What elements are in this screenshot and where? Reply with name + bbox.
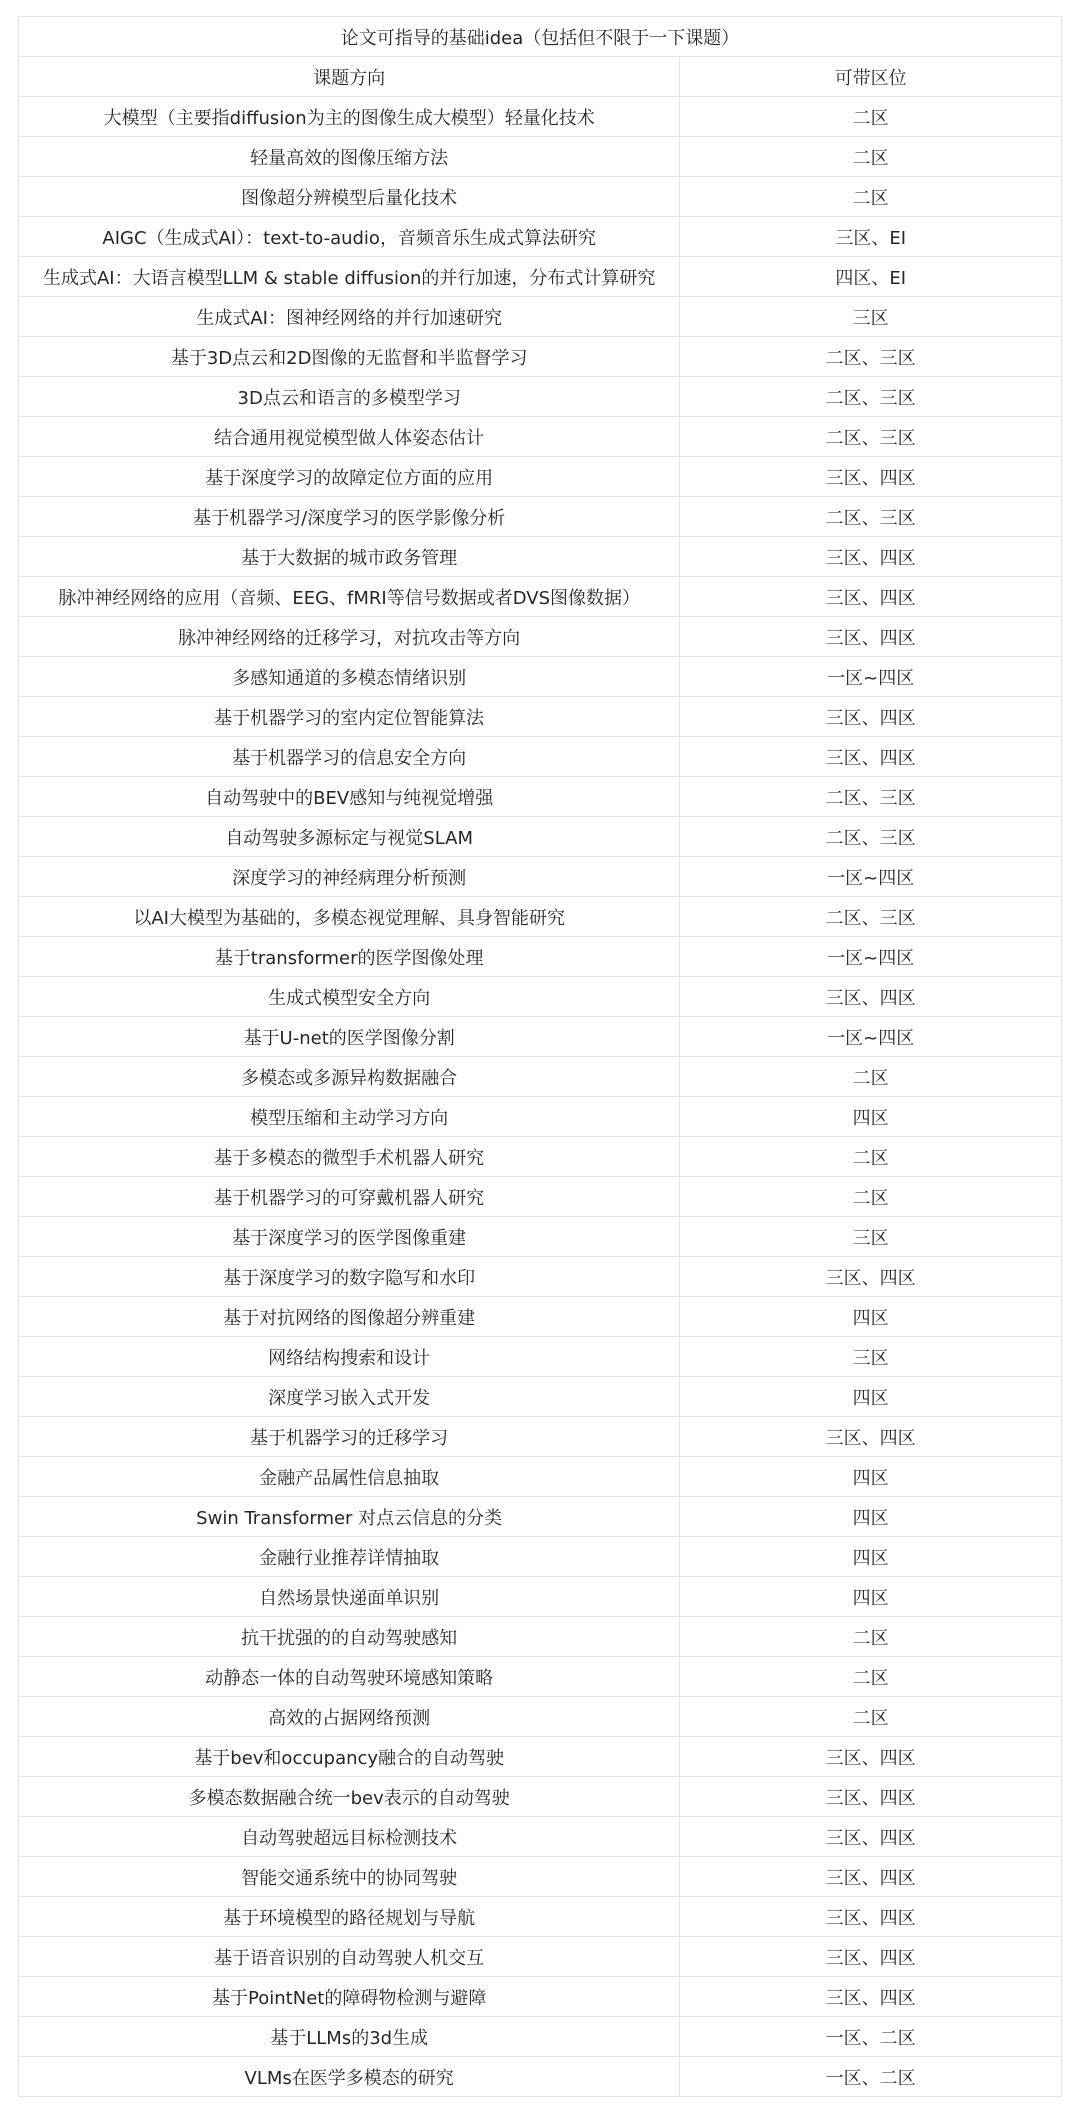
table-row: [19, 1857, 1062, 1897]
topic-cell: 基于环境模型的路径规划与导航: [19, 1897, 680, 1937]
topic-cell: 3D点云和语言的多模型学习: [19, 377, 680, 417]
table-row: [19, 1697, 1062, 1737]
zone-cell: 三区、四区: [680, 457, 1062, 497]
zone-cell: 二区、三区: [680, 417, 1062, 457]
zone-cell: 三区、四区: [680, 577, 1062, 617]
zone-cell: 三区、四区: [680, 617, 1062, 657]
topic-cell: 高效的占据网络预测: [19, 1697, 680, 1737]
table-row: [19, 697, 1062, 737]
table-row: [19, 1417, 1062, 1457]
table-row: [19, 177, 1062, 217]
zone-cell: 三区: [680, 1337, 1062, 1377]
topic-cell: 网络结构搜索和设计: [19, 1337, 680, 1377]
topic-cell: 自动驾驶多源标定与视觉SLAM: [19, 817, 680, 857]
topic-cell: 大模型（主要指diffusion为主的图像生成大模型）轻量化技术: [19, 97, 680, 137]
zone-cell: 四区、EI: [680, 257, 1062, 297]
table-row: [19, 97, 1062, 137]
table-row: [19, 1617, 1062, 1657]
topic-cell: 金融产品属性信息抽取: [19, 1457, 680, 1497]
topic-cell: AIGC（生成式AI）：text-to-audio，音频音乐生成式算法研究: [19, 217, 680, 257]
table-row: [19, 1457, 1062, 1497]
zone-cell: 二区: [680, 177, 1062, 217]
zone-cell: 三区、EI: [680, 217, 1062, 257]
zone-cell: 二区: [680, 1057, 1062, 1097]
topic-cell: 基于机器学习的可穿戴机器人研究: [19, 1177, 680, 1217]
topic-cell: 基于深度学习的医学图像重建: [19, 1217, 680, 1257]
table-row: [19, 1537, 1062, 1577]
table-row: [19, 577, 1062, 617]
topic-cell: 模型压缩和主动学习方向: [19, 1097, 680, 1137]
table-row: [19, 1337, 1062, 1377]
table-row: [19, 337, 1062, 377]
topic-cell: 基于大数据的城市政务管理: [19, 537, 680, 577]
table-row: [19, 1217, 1062, 1257]
topic-cell: 基于语音识别的自动驾驶人机交互: [19, 1937, 680, 1977]
table-row: [19, 537, 1062, 577]
topic-cell: 基于机器学习的迁移学习: [19, 1417, 680, 1457]
topic-cell: 智能交通系统中的协同驾驶: [19, 1857, 680, 1897]
zone-cell: 三区、四区: [680, 737, 1062, 777]
zone-cell: 二区: [680, 1617, 1062, 1657]
table-row: [19, 297, 1062, 337]
zone-cell: 一区、二区: [680, 2057, 1062, 2097]
topic-cell: 脉冲神经网络的应用（音频、EEG、fMRI等信号数据或者DVS图像数据）: [19, 577, 680, 617]
zone-cell: 二区、三区: [680, 497, 1062, 537]
topic-cell: 深度学习嵌入式开发: [19, 1377, 680, 1417]
topic-cell: 基于LLMs的3d生成: [19, 2017, 680, 2057]
table-row: [19, 1297, 1062, 1337]
zone-cell: 三区、四区: [680, 1257, 1062, 1297]
topic-cell: 抗干扰强的的自动驾驶感知: [19, 1617, 680, 1657]
zone-cell: 二区、三区: [680, 897, 1062, 937]
zone-cell: 二区: [680, 1137, 1062, 1177]
table-body: [19, 97, 1062, 2097]
table-row: [19, 817, 1062, 857]
topic-cell: 多感知通道的多模态情绪识别: [19, 657, 680, 697]
topic-cell: 自动驾驶超远目标检测技术: [19, 1817, 680, 1857]
topic-cell: 基于深度学习的数字隐写和水印: [19, 1257, 680, 1297]
table-row: [19, 897, 1062, 937]
topic-cell: 基于3D点云和2D图像的无监督和半监督学习: [19, 337, 680, 377]
zone-cell: 一区~四区: [680, 1017, 1062, 1057]
table-row: [19, 1377, 1062, 1417]
zone-cell: 二区: [680, 137, 1062, 177]
topic-cell: 图像超分辨模型后量化技术: [19, 177, 680, 217]
zone-cell: 三区、四区: [680, 977, 1062, 1017]
table-title: 论文可指导的基础idea（包括但不限于一下课题）: [19, 17, 1062, 57]
zone-cell: 四区: [680, 1457, 1062, 1497]
zone-cell: 二区、三区: [680, 377, 1062, 417]
zone-cell: 二区、三区: [680, 817, 1062, 857]
header-topic: 课题方向: [19, 57, 680, 97]
zone-cell: 二区: [680, 1657, 1062, 1697]
zone-cell: 四区: [680, 1297, 1062, 1337]
topic-cell: 基于对抗网络的图像超分辨重建: [19, 1297, 680, 1337]
zone-cell: 三区、四区: [680, 1737, 1062, 1777]
table-row: [19, 1137, 1062, 1177]
zone-cell: 三区、四区: [680, 1937, 1062, 1977]
table-header-row: [19, 57, 1062, 97]
zone-cell: 二区、三区: [680, 777, 1062, 817]
table-row: [19, 417, 1062, 457]
table-row: [19, 457, 1062, 497]
zone-cell: 三区、四区: [680, 1417, 1062, 1457]
topic-cell: 基于深度学习的故障定位方面的应用: [19, 457, 680, 497]
topic-cell: 动静态一体的自动驾驶环境感知策略: [19, 1657, 680, 1697]
zone-cell: 一区~四区: [680, 937, 1062, 977]
table-row: [19, 137, 1062, 177]
table-row: [19, 777, 1062, 817]
topic-cell: 生成式AI：图神经网络的并行加速研究: [19, 297, 680, 337]
table-row: [19, 657, 1062, 697]
table-row: [19, 977, 1062, 1017]
zone-cell: 二区: [680, 97, 1062, 137]
table-row: [19, 1177, 1062, 1217]
zone-cell: 三区、四区: [680, 537, 1062, 577]
topic-cell: 金融行业推荐详情抽取: [19, 1537, 680, 1577]
table-row: [19, 1257, 1062, 1297]
topic-cell: 生成式模型安全方向: [19, 977, 680, 1017]
table-row: [19, 1577, 1062, 1617]
table-row: [19, 377, 1062, 417]
zone-cell: 三区、四区: [680, 1897, 1062, 1937]
topic-cell: 生成式AI：大语言模型LLM & stable diffusion的并行加速，分布式计算研究: [19, 257, 680, 297]
table-row: [19, 1057, 1062, 1097]
zone-cell: 三区: [680, 1217, 1062, 1257]
topic-cell: 脉冲神经网络的迁移学习，对抗攻击等方向: [19, 617, 680, 657]
zone-cell: 三区、四区: [680, 1977, 1062, 2017]
table-row: [19, 1897, 1062, 1937]
table-row: [19, 737, 1062, 777]
zone-cell: 二区: [680, 1697, 1062, 1737]
zone-cell: 三区、四区: [680, 697, 1062, 737]
table-row: [19, 2017, 1062, 2057]
topic-cell: 基于transformer的医学图像处理: [19, 937, 680, 977]
table-row: [19, 617, 1062, 657]
topic-cell: Swin Transformer 对点云信息的分类: [19, 1497, 680, 1537]
topic-cell: 多模态或多源异构数据融合: [19, 1057, 680, 1097]
topic-cell: 基于PointNet的障碍物检测与避障: [19, 1977, 680, 2017]
topic-cell: 结合通用视觉模型做人体姿态估计: [19, 417, 680, 457]
zone-cell: 三区、四区: [680, 1857, 1062, 1897]
zone-cell: 一区~四区: [680, 857, 1062, 897]
topic-cell: 自然场景快递面单识别: [19, 1577, 680, 1617]
zone-cell: 四区: [680, 1537, 1062, 1577]
header-zone: 可带区位: [680, 57, 1062, 97]
zone-cell: 三区、四区: [680, 1777, 1062, 1817]
zone-cell: 四区: [680, 1377, 1062, 1417]
topic-cell: 基于bev和occupancy融合的自动驾驶: [19, 1737, 680, 1777]
zone-cell: 四区: [680, 1097, 1062, 1137]
zone-cell: 二区: [680, 1177, 1062, 1217]
table-row: [19, 1017, 1062, 1057]
table-row: [19, 1817, 1062, 1857]
topic-cell: 基于机器学习的信息安全方向: [19, 737, 680, 777]
table-row: [19, 857, 1062, 897]
zone-cell: 二区、三区: [680, 337, 1062, 377]
topics-table: [18, 16, 1062, 2097]
zone-cell: 四区: [680, 1577, 1062, 1617]
topic-cell: 基于U-net的医学图像分割: [19, 1017, 680, 1057]
topic-cell: 轻量高效的图像压缩方法: [19, 137, 680, 177]
zone-cell: 一区~四区: [680, 657, 1062, 697]
zone-cell: 一区、二区: [680, 2017, 1062, 2057]
table-row: [19, 497, 1062, 537]
table-row: [19, 1777, 1062, 1817]
topic-cell: 基于多模态的微型手术机器人研究: [19, 1137, 680, 1177]
table-row: [19, 1737, 1062, 1777]
zone-cell: 四区: [680, 1497, 1062, 1537]
table-row: [19, 217, 1062, 257]
zone-cell: 三区、四区: [680, 1817, 1062, 1857]
table-row: [19, 257, 1062, 297]
topic-cell: 深度学习的神经病理分析预测: [19, 857, 680, 897]
topic-cell: VLMs在医学多模态的研究: [19, 2057, 680, 2097]
table-row: [19, 1497, 1062, 1537]
topic-cell: 以AI大模型为基础的，多模态视觉理解、具身智能研究: [19, 897, 680, 937]
table-row: [19, 1657, 1062, 1697]
table-row: [19, 937, 1062, 977]
table-row: [19, 1977, 1062, 2017]
topic-cell: 基于机器学习的室内定位智能算法: [19, 697, 680, 737]
topic-cell: 自动驾驶中的BEV感知与纯视觉增强: [19, 777, 680, 817]
zone-cell: 三区: [680, 297, 1062, 337]
table-row: [19, 2057, 1062, 2097]
topic-cell: 基于机器学习/深度学习的医学影像分析: [19, 497, 680, 537]
table-row: [19, 1937, 1062, 1977]
table-row: [19, 1097, 1062, 1137]
topic-cell: 多模态数据融合统一bev表示的自动驾驶: [19, 1777, 680, 1817]
